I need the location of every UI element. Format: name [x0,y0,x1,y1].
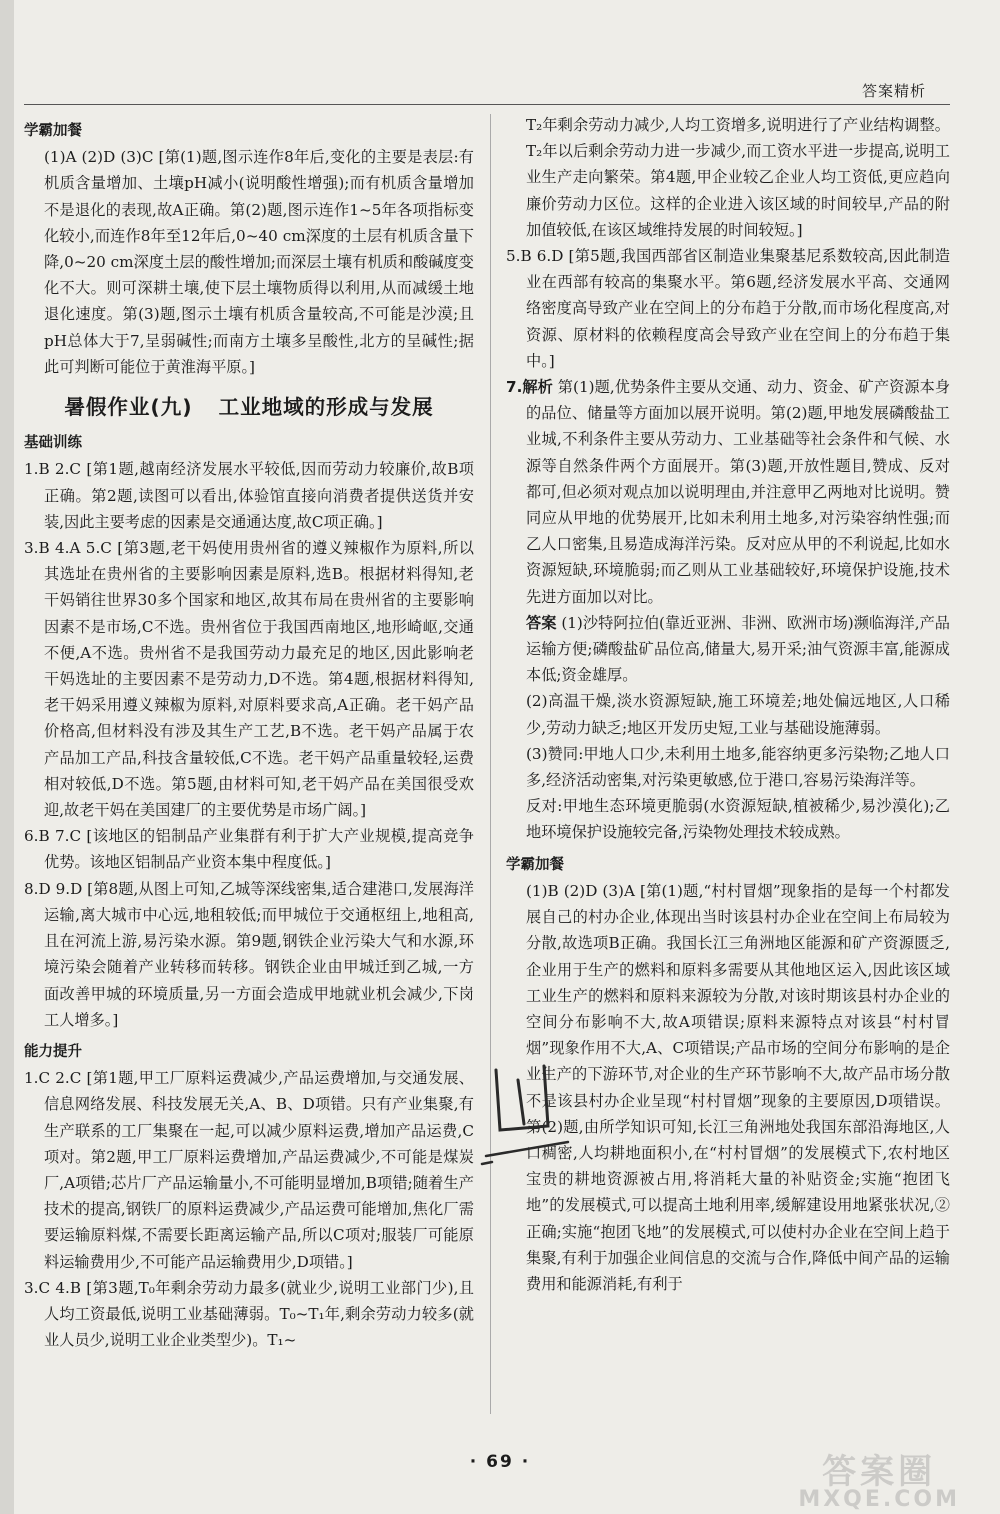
answer-paragraph: (1)B (2)D (3)A [第(1)题,“村村冒烟”现象指的是每一个村都发展自己的村办企业,体现出当时该县村办企业在空间上布局较为分散,故选项B正确。我国长江三角洲地区能源和矿产资源匮乏,企业用于生产的燃料和原料多需要从其他地区运入,因此该区域工业生产的燃料和原料来源较为分散,对该时期该县村办企业的空间分布影响不大,故A项错误;原料来源特点对该县“村村冒烟”现象作用不大,A、C项错误;产品市场的空间分布影响的是企业生产的下游环节,对企业的生产环节影响不大,故产品市场分散不是该县村办企业呈现“村村冒烟”现象的主要原因,D项错误。第(2)题,由所学知识可知,长江三角洲地处我国东部沿海地区,人口稠密,人均耕地面积小,在“村村冒烟”的发展模式下,农村地区宝贵的耕地资源被占用,将消耗大量的补贴资金;实施“抱团飞地”的发展模式,可以提高土地利用率,缓解建设用地紧张状况,②正确;实施“抱团飞地”的发展模式,可以使村办企业在空间上趋于集聚,有利于加强企业间信息的交流与合作,降低中间产品的运输费用和能源消耗,有利于 [526,881,950,1293]
page-number: · 69 · [469,1452,531,1472]
answer-continuation: T₂年剩余劳动力减少,人均工资增多,说明进行了产业结构调整。T₂年以后剩余劳动力进一步减少,而工资水平进一步提高,说明工业生产走向繁荣。第4题,甲企业较乙企业人均工资低,更应趋向廉价劳动力区位。这样的企业进入该区域的时间较早,产品的附加值较低,在该区域维持发展的时间较短。] [526,116,950,239]
answer-text: (3)赞同:甲地人口少,未利用土地多,能容纳更多污染物;乙地人口多,经济活动密集,对污染更敏感,位于港口,容易污染海洋等。 [526,744,950,790]
watermark-logo [798,1444,960,1512]
section-heading: 基础训练 [24,435,82,452]
chapter-name: 工业地域的形成与发展 [218,395,434,420]
column-divider [490,114,491,1414]
chapter-title [24,394,474,420]
header-rule [24,104,950,105]
answer-item: 6.B 7.C [该地区的铝制品产业集群有利于扩大产业规模,提高竞争优势。该地区铝制品产业资本集中程度低。] [24,827,474,872]
answer-text: 反对:甲地生态环境更脆弱(水资源短缺,植被稀少,易沙漠化);乙地环境保护设施较完备,污染物处理技术较成熟。 [526,797,950,842]
left-column [24,112,474,1353]
answer-paragraph: (1)A (2)D (3)C [第(1)题,图示连作8年后,变化的主要是表层:有机质含量增加、土壤pH减小(说明酸性增强);而有机质含量增加不是退化的表现,故A正确。第(2)题,图示连作1~5年各项指标变化较小,而连作8年至12年后,0~40 cm深度的土层有机质含量下降,0~20 cm深度土层的酸性增加;而深层土壤有机质和酸碱度变化不大。则可深耕土壤,使下层土壤物质得以利用,从而减缓土地退化速度。第(3)题,图示土壤有机质含量较高,不可能是沙漠;且pH总体大于7,呈弱碱性;而南方土壤多呈酸性,北方的呈碱性;据此可判断可能位于黄淮海平原。] [44,148,474,376]
answer-item: 5.B 6.D [第5题,我国西部省区制造业集聚基尼系数较高,因此制造业在西部有较高的集聚水平。第6题,经济发展水平高、交通网络密度高导致产业在空间上的分布趋于分散,而市场化程度高,对资源、原材料的依赖程度高会导致产业在空间上的分布趋于集中。] [506,247,950,370]
watermark-url: MXQE.COM [798,1487,960,1512]
answer-item: 3.C 4.B [第3题,T₀年剩余劳动力最多(就业少,说明工业部门少),且人均工资最低,说明工业基础薄弱。T₀~T₁年,剩余劳动力较多(就业人员少,说明工业企业类型少)。T₁~ [24,1278,474,1350]
section-heading: 能力提升 [24,1043,82,1060]
answer-block [506,610,950,689]
answer-item [506,374,950,610]
section-heading: 学霸加餐 [506,856,564,873]
section-heading: 学霸加餐 [24,123,82,139]
answer-text: (1)沙特阿拉伯(靠近亚洲、非洲、欧洲市场)濒临海洋,产品运输方便;磷酸盐矿品位高,储量大,易开采;油气资源丰富,能源成本低;资金雄厚。 [526,613,950,685]
chapter-number: 暑假作业(九) [64,395,193,420]
answer-item: 1.C 2.C [第1题,甲工厂原料运费减少,产品运费增加,与交通发展、信息网络发展、科技发展无关,A、B、D项错。只有产业集聚,有生产联系的工厂集聚在一起,可以减少原料运费,增加产品运费,C项对。第2题,甲工厂原料运费增加,产品运费减少,不可能是煤炭厂,A项错;芯片厂产品运输量小,不可能明显增加,B项错;随着生产技术的提高,钢铁厂的原料运费减少,产品运费可能增加,焦化厂需要运输原料煤,不需要长距离运输产品,所以C项对;服装厂可能原料运输费用少,不可能产品运输费用少,D项错。] [24,1069,474,1271]
answer-label: 答案 [526,613,557,632]
header-title: 答案精析 [861,82,926,100]
answer-item: 3.B 4.A 5.C [第3题,老干妈使用贵州省的遵义辣椒作为原料,所以其选址在贵州省的主要影响因素是原料,选B。根据材料得知,老干妈销往世界30多个国家和地区,故其布局在贵州省的主要影响因素不是市场,C不选。贵州省位于我国西南地区,地形崎岖,交通不便,A不选。贵州省不是我国劳动力最充足的地区,因此影响老干妈选址的主要因素不是劳动力,D不选。第4题,根据材料得知,老干妈采用遵义辣椒为原料,对原料要求高,A正确。老干妈产品价格高,但材料没有涉及其生产工艺,B不选。老干妈产品属于农产品加工产品,科技含量较低,C不选。老干妈产品重量较轻,运费相对较低,D不选。第5题,由材料可知,老干妈产品在美国很受欢迎,故老干妈在美国建厂的主要优势是市场广阔。] [24,539,474,820]
answer-text: (2)高温干燥,淡水资源短缺,施工环境差;地处偏远地区,人口稀少,劳动力缺乏;地区开发历史短,工业与基础设施薄弱。 [526,692,950,737]
analysis-label: 7.解析 [506,378,553,397]
binding-edge [0,0,14,1514]
handwritten-mark [478,1060,578,1170]
answer-item: 8.D 9.D [第8题,从图上可知,乙城等深线密集,适合建港口,发展海洋运输,离大城市中心远,地租较低;而甲城位于交通枢纽上,地租高,且在河流上游,易污染水源。第9题,钢铁企业污染大气和水源,环境污染会随着产业转移而转移。钢铁企业由甲城迁到乙城,一方面改善甲城的环境质量,另一方面会造成甲地就业机会减少,下岗工人增多。] [24,879,474,1029]
watermark-text: 答案圈 [822,1452,937,1492]
analysis-text: 第(1)题,优势条件主要从交通、动力、资金、矿产资源本身的品位、储量等方面加以展开说明。第(2)题,甲地发展磷酸盐工业城,不利条件主要从劳动力、工业基础等社会条件和气候、水源等自然条件两个方面展开。第(3)题,开放性题目,赞成、反对都可,但必须对观点加以说明理由,并注意甲乙两地对比说明。赞同应从甲地的优势展开,比如未利用土地多,对污染容纳性强;而乙人口密集,且易造成海洋污染。反对应从甲的不利说起,比如水资源短缺,环境脆弱;而乙则从工业基础较好,环境保护设施,技术先进方面加以对比。 [526,378,951,606]
answer-item: 1.B 2.C [第1题,越南经济发展水平较低,因而劳动力较廉价,故B项正确。第2题,读图可以看出,体验馆直接向消费者提供送货并安装,因此主要考虑的因素是交通通达度,故C项正确。] [24,460,474,531]
